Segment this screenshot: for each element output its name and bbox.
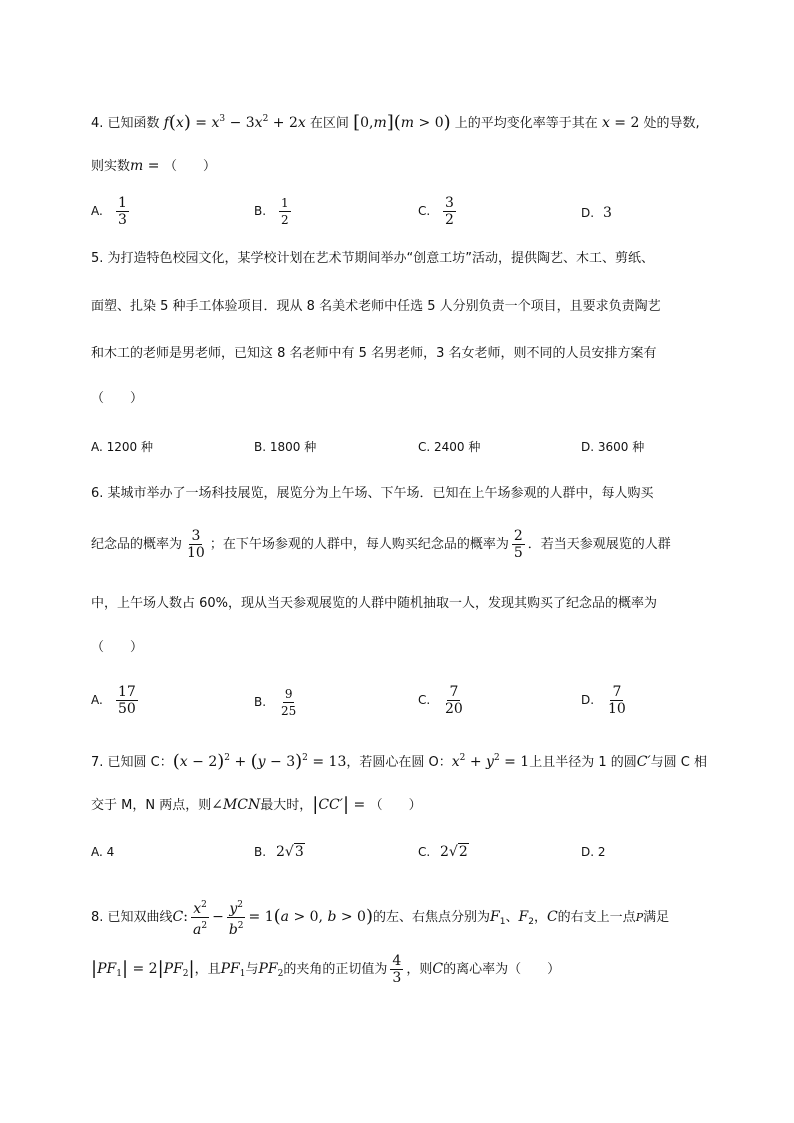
q6-line2: 纪念品的概率为 $\frac{3}{10}$ ；在下午场参观的人群中，每人购买纪念品的概率为 $\frac{2}{5}$ ．若当天参观展览的人群 [91, 528, 671, 561]
q5-line2: 面塑、扎染 5 种手工体验项目．现从 8 名美术老师中任选 5 人分别负责一个项目，且要求负责陶艺 [91, 299, 661, 314]
q5-option-b[interactable]: B. 1800 种 [254, 440, 317, 454]
q8-tangent-frac: $\frac{4}{3}$ [392, 953, 402, 986]
q6-option-a[interactable]: A. $\frac{17}{50}$ [91, 684, 136, 717]
q6-option-d[interactable]: D. $\frac{7}{10}$ [581, 684, 626, 717]
q5-line3: 和木工的老师是男老师，已知这 8 名老师中有 5 名男老师，3 名女老师，则不同的人员安排方案有 [91, 346, 657, 361]
q8-vector-pf1: $PF_1$ [220, 961, 246, 979]
q6-frac-afternoon: $\frac{2}{5}$ [513, 528, 523, 561]
q4-line2: 则实数m = （ ） [91, 158, 216, 174]
q6-line4: （ ） [91, 640, 144, 655]
q4-function: f [163, 115, 169, 131]
q5-option-a[interactable]: A. 1200 种 [91, 440, 153, 454]
q7-option-d[interactable]: D. 2 [581, 845, 606, 859]
q5-option-c[interactable]: C. 2400 种 [418, 440, 481, 454]
q4-line1: 4. 已知函数 $f(x) = x^3 - 3x^2 + 2x$ 在区间 [0,m](m > 0) 上的平均变化率等于其在 x = 2 处的导数, [91, 112, 700, 133]
q7-line2: 交于 M，N 两点，则∠MCN最大时，|CC′| = （ ） [91, 794, 422, 815]
q8-line1: 8. 已知双曲线C: $\frac{x^2}{a^2}$ − $\frac{y^2}{b^2}$ = 1(a > 0, b > 0)的左、右焦点分别为$F_1$、$F_2$，C的右支上一点P满足 [91, 897, 669, 938]
q7-line1: 7. 已知圆 C：$(x - 2)^2 + (y - 3)^2 = 13$，若圆心在圆 O：$x^2 + y^2 = 1$上且半径为 1 的圆C′与圆 C 相 [91, 751, 707, 772]
q6-line3: 中，上午场人数占 60%，现从当天参观展览的人群中随机抽取一人，发现其购买了纪念品的概率为 [91, 596, 658, 611]
q5-line4: （ ） [91, 391, 144, 406]
q6-option-b[interactable]: B. $\frac{9}{25}$ [254, 687, 297, 718]
q6-frac-morning: $\frac{3}{10}$ [187, 528, 205, 561]
q5-option-d[interactable]: D. 3600 种 [581, 440, 645, 454]
q6-option-c[interactable]: C. $\frac{7}{20}$ [418, 684, 463, 717]
q7-option-a[interactable]: A. 4 [91, 845, 115, 859]
q8-hyperbola-x-term: $\frac{x^2}{a^2}$ [191, 897, 209, 938]
q8-hyperbola-y-term: $\frac{y^2}{b^2}$ [227, 897, 246, 938]
q4-option-b[interactable]: B. $\frac{1}{2}$ [254, 196, 289, 227]
q4-option-a[interactable]: A. $\frac{1}{3}$ [91, 195, 127, 228]
q8-line2: $|PF_1| = 2|PF_2|$，且$PF_1$与$PF_2$的夹角的正切值为 $\frac{4}{3}$ ，则C的离心率为（ ） [91, 953, 561, 986]
q4-interval: [0,m](m > 0) [353, 112, 451, 133]
q7-option-b[interactable]: B. 2√3 [254, 844, 304, 860]
q7-circle-c-equation: $(x - 2)^2 + (y - 3)^2 = 13$ [172, 751, 347, 772]
q8-vector-pf2: $PF_2$ [258, 961, 284, 979]
q4-text: 4. 已知函数 [91, 116, 160, 131]
q4-option-d[interactable]: D. 3 [581, 205, 612, 221]
q7-circle-o-equation: $x^2 + y^2 = 1$ [451, 753, 530, 770]
q5-line1: 5. 为打造特色校园文化，某学校计划在艺术节期间举办“创意工坊”活动，提供陶艺、木工、剪纸、 [91, 251, 655, 266]
q6-line1: 6. 某城市举办了一场科技展览，展览分为上午场、下午场．已知在上午场参观的人群中，每人购买 [91, 486, 654, 501]
q4-option-c[interactable]: C. $\frac{3}{2}$ [418, 195, 454, 228]
q7-option-c[interactable]: C. 2√2 [418, 844, 468, 860]
